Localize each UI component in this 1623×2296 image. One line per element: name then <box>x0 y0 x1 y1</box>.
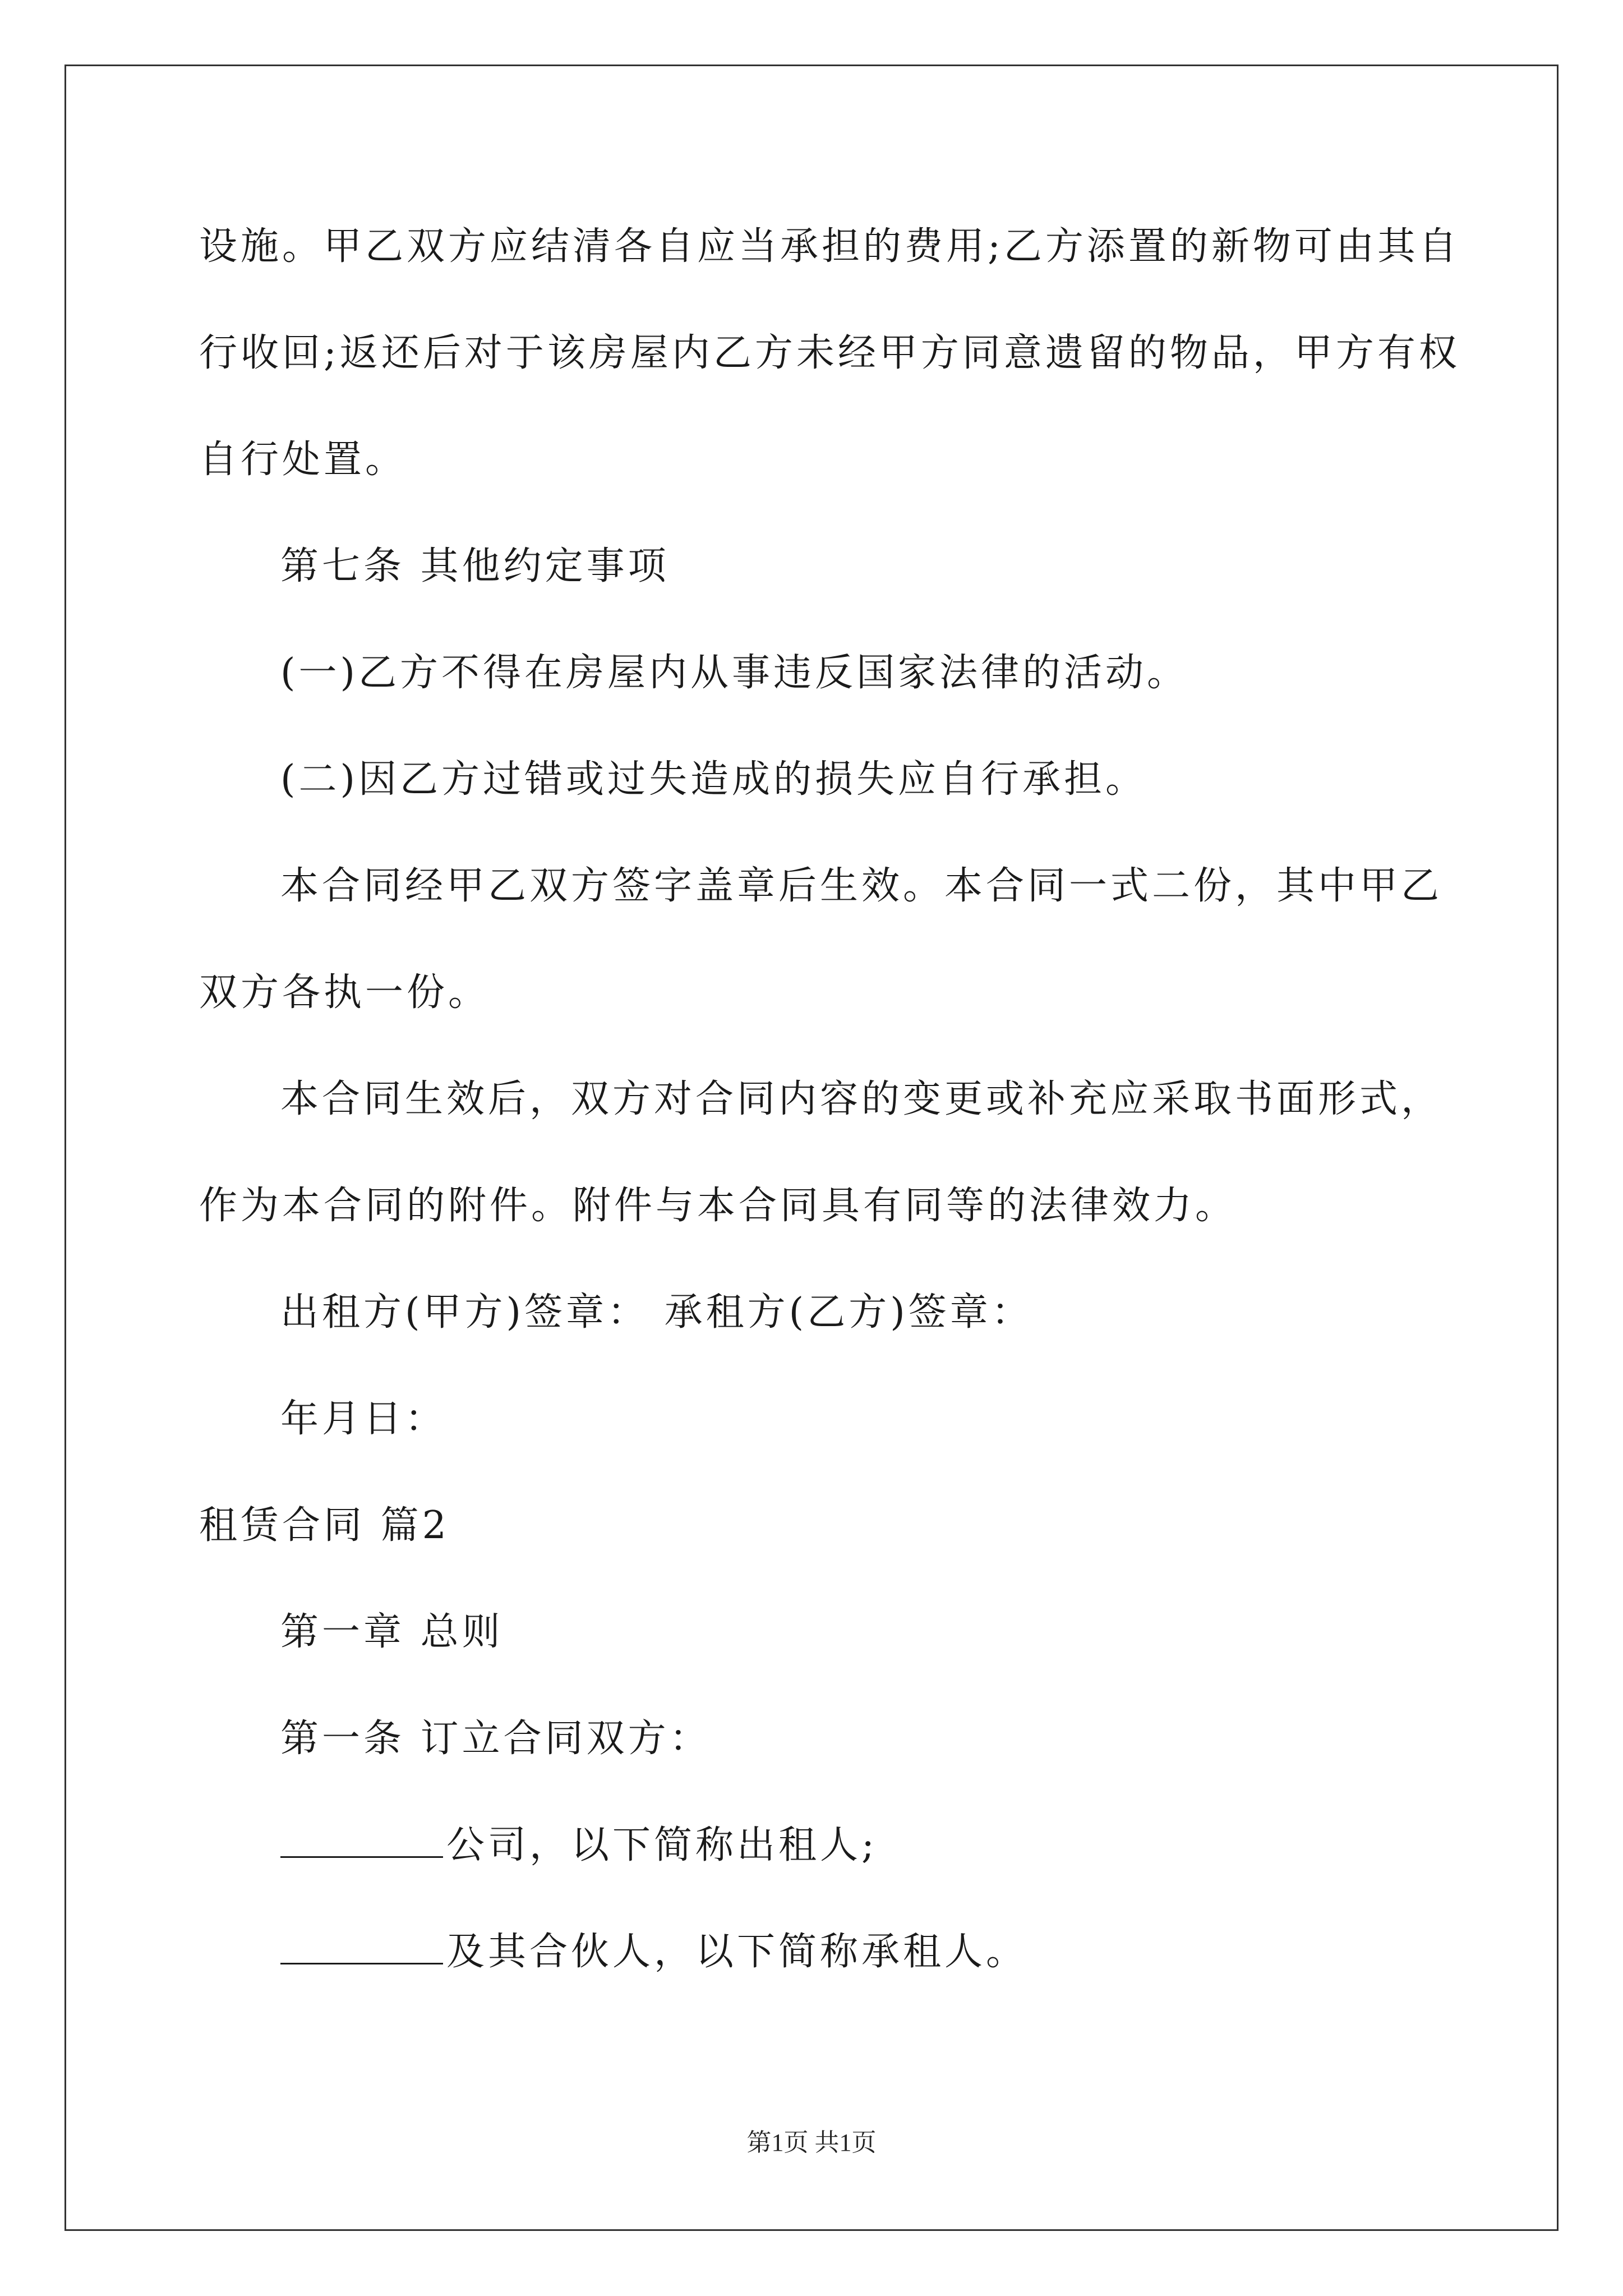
page-border <box>64 65 1559 2231</box>
section-title: 租赁合同 篇2 <box>199 1503 450 1548</box>
signature-line: 出租方(甲方)签章： 承租方(乙方)签章： <box>280 1290 1033 1335</box>
date-line: 年月日： <box>280 1397 447 1441</box>
paragraph-text: 及其合伙人，以下简称承租人。 <box>446 1930 1028 1974</box>
paragraph-line: (一)乙方不得在房屋内从事违反国家法律的活动。 <box>280 651 1189 695</box>
chapter-heading: 第一章 总则 <box>280 1610 504 1654</box>
paragraph-line: (二)因乙方过错或过失造成的损失应自行承担。 <box>280 757 1147 802</box>
paragraph-line: 设施。甲乙双方应结清各自应当承担的费用;乙方添置的新物可由其自 <box>199 224 1460 269</box>
page-footer: 第1页 共1页 <box>746 2129 877 2156</box>
paragraph-line: 本合同经甲乙双方签字盖章后生效。本合同一式二份，其中甲乙 <box>280 864 1443 908</box>
article-heading: 第一条 订立合同双方： <box>280 1717 711 1761</box>
paragraph-line: 双方各执一份。 <box>199 970 490 1015</box>
article-heading: 第七条 其他约定事项 <box>280 544 670 588</box>
lessee-line <box>280 1927 1027 1977</box>
paragraph-text: 公司，以下简称出租人; <box>446 1823 878 1867</box>
fill-blank <box>280 1823 443 1858</box>
paragraph-line: 本合同生效后，双方对合同内容的变更或补充应采取书面形式， <box>280 1077 1443 1121</box>
fill-blank <box>280 1929 443 1964</box>
lessor-line <box>280 1820 878 1871</box>
paragraph-line: 自行处置。 <box>199 438 407 482</box>
paragraph-line: 作为本合同的附件。附件与本合同具有同等的法律效力。 <box>199 1184 1237 1228</box>
paragraph-line: 行收回;返还后对于该房屋内乙方未经甲方同意遗留的物品，甲方有权 <box>199 331 1460 375</box>
